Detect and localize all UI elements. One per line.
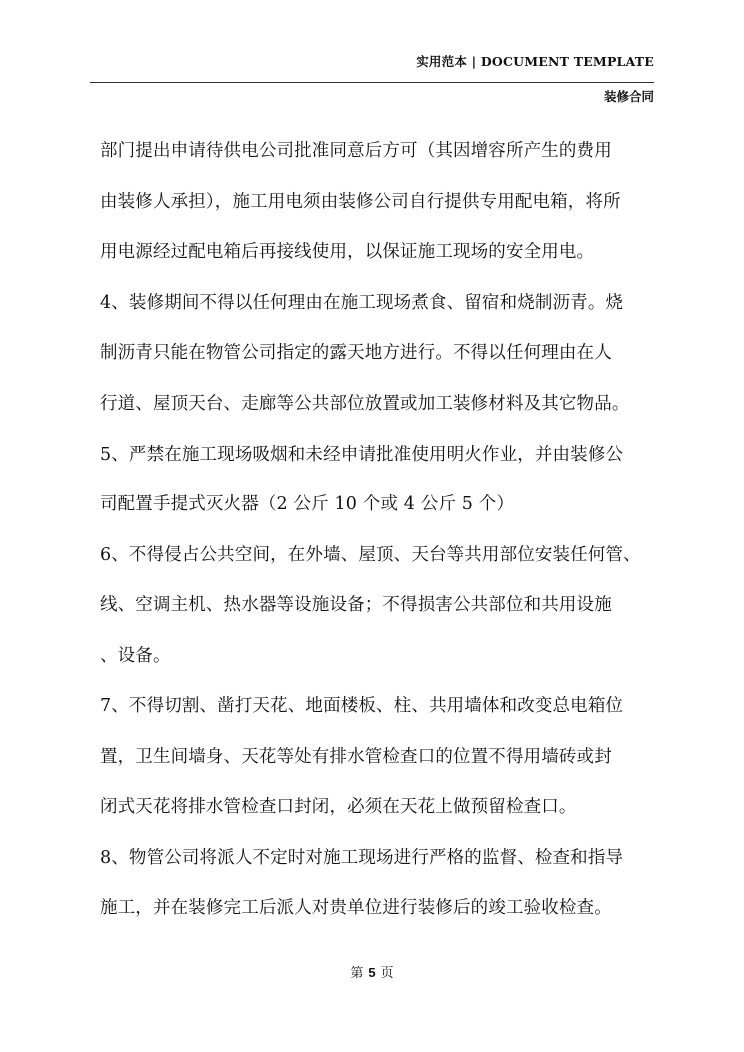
text-line: 4、装修期间不得以任何理由在施工现场煮食、留宿和烧制沥青。烧 [100,293,624,313]
text-line: 7、不得切割、凿打天花、地面楼板、柱、共用墙体和改变总电箱位 [100,696,624,716]
text-line: 司配置手提式灭火器（2 公斤 10 个或 4 公斤 5 个） [100,494,515,514]
text-line: 闭式天花将排水管检查口封闭，必须在天花上做预留检查口。 [100,797,577,817]
header-subtitle: 装修合同 [603,89,654,104]
text-line: 6、不得侵占公共空间，在外墙、屋顶、天台等共用部位安装任何管、 [100,545,641,565]
text-line: 部门提出申请待供电公司批准同意后方可（其因增容所产生的费用 [100,141,612,161]
text-line: 置，卫生间墙身、天花等处有排水管检查口的位置不得用墙砖或封 [100,747,612,767]
text-line: 制沥青只能在物管公司指定的露天地方进行。不得以任何理由在人 [100,343,612,363]
page-number: 5 [368,965,376,980]
text-line: 5、严禁在施工现场吸烟和未经申请批准使用明火作业，并由装修公 [100,445,624,465]
text-line: 施工，并在装修完工后派人对贵单位进行装修后的竣工验收检查。 [100,898,612,918]
text-line: 由装修人承担），施工用电须由装修公司自行提供专用配电箱，将所 [100,192,621,212]
text-line: 、设备。 [100,646,171,666]
page-label-suffix: 页 [380,966,394,981]
text-line: 线、空调主机、热水器等设施设备；不得损害公共部位和共用设施 [100,595,612,615]
page-header [90,50,654,110]
text-line: 8、物管公司将派人不定时对施工现场进行严格的监督、检查和指导 [100,848,624,868]
text-line: 用电源经过配电箱后再接线使用，以保证施工现场的安全用电。 [100,242,595,262]
page-footer [0,962,744,981]
header-title: 实用范本 | DOCUMENT TEMPLATE [416,54,654,69]
text-line: 行道、屋顶天台、走廊等公共部位放置或加工装修材料及其它物品。 [100,394,630,414]
page-label-prefix: 第 [350,966,364,981]
header-divider [90,82,654,83]
